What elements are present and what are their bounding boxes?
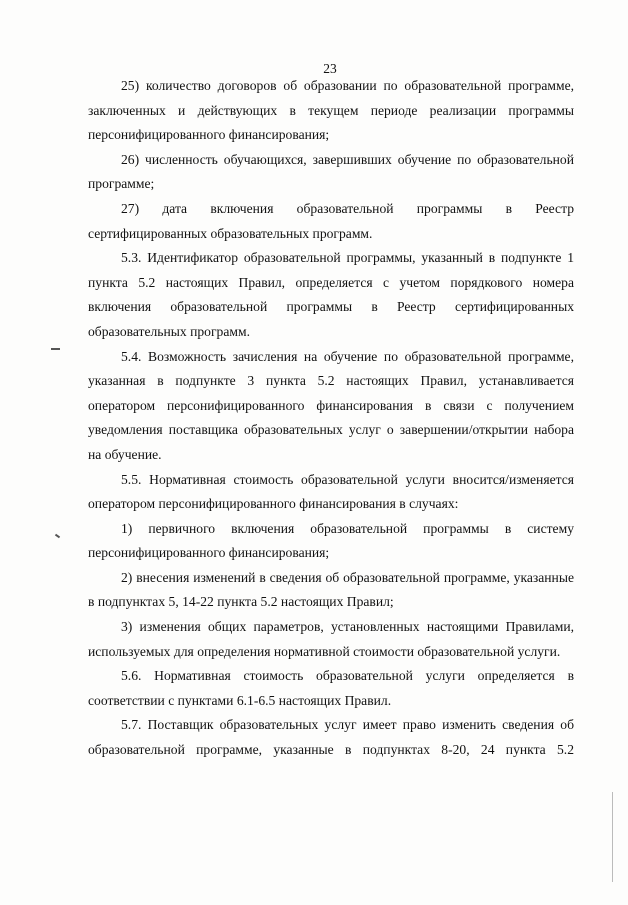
scan-mark — [51, 348, 60, 350]
clause-5-4: 5.4. Возможность зачисления на обучение по образовательной программе, указанная в подпункте 3 пункта 5.2 настоящих Правил, устанавливается оператором персонифицированного финансирования в связи с получением уведомления поставщика образовательных услуг о завершении/открытии набора на обучение. — [88, 348, 574, 462]
clause-5-5: 5.5. Нормативная стоимость образовательной услуги вносится/изменяется оператором персонифицированного финансирования в случаях: — [88, 471, 574, 512]
list-item-26: 26) численность обучающихся, завершивших обучение по образовательной программе; — [88, 151, 574, 192]
list-item-27: 27) дата включения образовательной программы в Реестр сертифицированных образовательных программ. — [88, 200, 574, 241]
scan-mark — [55, 534, 60, 539]
page-number: 23 — [323, 61, 337, 76]
clause-5-5-item-1: 1) первичного включения образовательной программы в систему персонифицированного финансирования; — [88, 520, 574, 561]
clause-5-5-item-3: 3) изменения общих параметров, установленных настоящими Правилами, используемых для определения нормативной стоимости образовательной услуги. — [88, 619, 574, 659]
document-body — [88, 74, 574, 763]
clause-5-3: 5.3. Идентификатор образовательной программы, указанный в подпункте 1 пункта 5.2 настоящих Правил, определяется с учетом порядкового номера включения образовательной программы в Реестр сертифицированных образовательных программ. — [88, 250, 574, 339]
list-item-25: 25) количество договоров об образовании по образовательной программе, заключенных и действующих в текущем периоде реализации программы персонифицированного финансирования; — [88, 78, 574, 143]
scan-edge-line — [612, 792, 613, 882]
clause-5-6: 5.6. Нормативная стоимость образовательной услуги определяется в соответствии с пунктами 6.1-6.5 настоящих Правил. — [88, 668, 574, 708]
clause-5-7: 5.7. Поставщик образовательных услуг имеет право изменить сведения об образовательной программе, указанные в подпунктах 8-20, 24 пункта 5.2 — [88, 717, 574, 758]
clause-5-5-item-2: 2) внесения изменений в сведения об образовательной программе, указанные в подпунктах 5, 14-22 пункта 5.2 настоящих Правил; — [88, 569, 574, 610]
